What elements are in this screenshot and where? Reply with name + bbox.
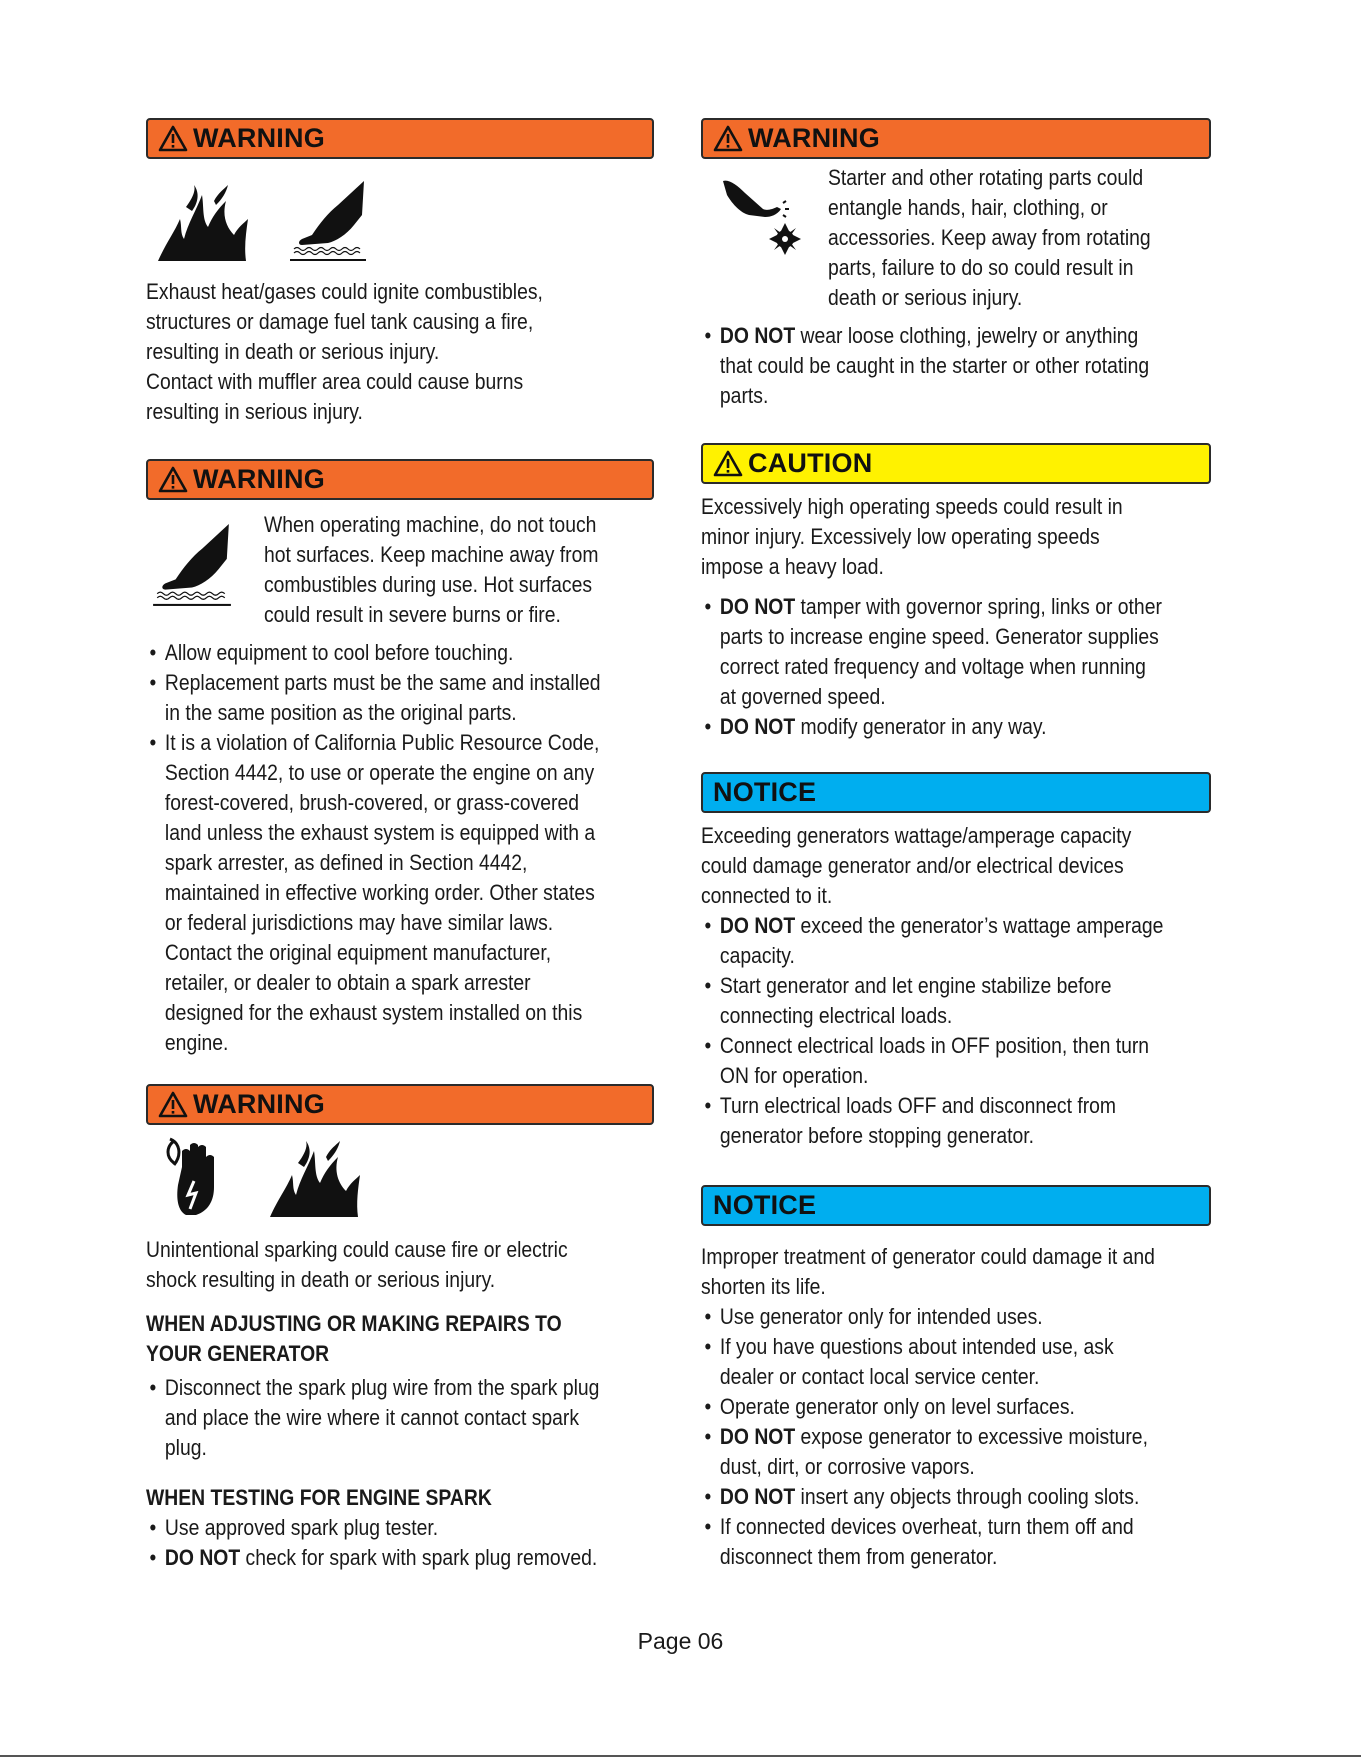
banner-title: WARNING — [193, 1089, 325, 1119]
bullet-list — [701, 321, 1211, 411]
list-item: • Use approved spark plug tester. — [146, 1513, 672, 1543]
right-column — [701, 118, 1211, 1572]
banner-title: NOTICE — [713, 777, 817, 807]
warning-banner — [146, 1084, 654, 1125]
text-line: Contact with muffler area could cause burns — [146, 369, 524, 394]
text-line: Improper treatment of generator could damage it and — [701, 1244, 1155, 1269]
hot-surface-hand-icon — [288, 179, 368, 263]
text-line: Unintentional sparking could cause fire or electric — [146, 1237, 568, 1262]
text-line: structures or damage fuel tank causing a fire, — [146, 309, 534, 334]
bullet-list — [146, 638, 654, 1058]
bullet-list — [146, 1513, 654, 1573]
bullet-list — [701, 911, 1211, 1151]
banner-title: NOTICE — [713, 1190, 817, 1220]
banner-title: WARNING — [193, 464, 325, 494]
list-item: • If connected devices overheat, turn them off and disconnect them from generator. — [701, 1512, 1229, 1572]
notice-banner — [701, 1185, 1211, 1226]
list-item: • DO NOT expose generator to excessive moisture, dust, dirt, or corrosive vapors. — [701, 1422, 1229, 1482]
list-item: • Connect electrical loads in OFF position, then turn ON for operation. — [701, 1031, 1229, 1091]
heading-line: YOUR GENERATOR — [146, 1341, 330, 1366]
left-column — [146, 118, 654, 1573]
hazard-icons — [146, 159, 654, 263]
text-line: parts, failure to do so could result in — [828, 255, 1134, 280]
list-item: • Allow equipment to cool before touching. — [146, 638, 672, 668]
electric-shock-hand-icon — [160, 1137, 224, 1219]
list-item: • Start generator and let engine stabilize before connecting electrical loads. — [701, 971, 1229, 1031]
page-number: Page 06 — [637, 1628, 724, 1654]
notice-banner — [701, 772, 1211, 813]
text-line: could damage generator and/or electrical devices — [701, 853, 1124, 878]
list-item: • Operate generator only on level surfaces. — [701, 1392, 1229, 1422]
list-item: • Replacement parts must be the same and installed in the same position as the original parts. — [146, 668, 672, 728]
list-item: • DO NOT modify generator in any way. — [701, 712, 1229, 742]
text-line: combustibles during use. Hot surfaces — [264, 572, 593, 597]
text-line: shock resulting in death or serious injury. — [146, 1267, 496, 1292]
bullet-list — [146, 1373, 654, 1463]
heading-line: WHEN ADJUSTING OR MAKING REPAIRS TO — [146, 1311, 562, 1336]
text-line: could result in severe burns or fire. — [264, 602, 561, 627]
text-line: death or serious injury. — [828, 285, 1023, 310]
list-item: • DO NOT exceed the generator’s wattage amperage capacity. — [701, 911, 1229, 971]
list-item: • It is a violation of California Public Resource Code, Section 4442, to use or operate the engine on any forest-covered, brush-covered, or grass-covered land unless the exhaust system is equipped with a spark arrester, as defined in Section 4442, maintained in effective working order. Other states or federal jurisdictions may have similar laws. Contact the original equipment manufacturer, retailer, or dealer to obtain a spark arrester designed for the exhaust system installed on this engine. — [146, 728, 672, 1058]
bullet-list — [701, 1302, 1211, 1572]
text-line: accessories. Keep away from rotating — [828, 225, 1151, 250]
text-line: Excessively high operating speeds could result in — [701, 494, 1123, 519]
banner-title: CAUTION — [748, 448, 873, 478]
hazard-icons — [146, 1125, 654, 1219]
hot-surface-hand-icon — [146, 522, 238, 608]
warning-triangle-icon — [158, 1091, 188, 1118]
text-line: entangle hands, hair, clothing, or — [828, 195, 1108, 220]
fire-icon — [156, 183, 250, 263]
rotating-parts-entanglement-icon — [719, 175, 809, 259]
list-item: • DO NOT tamper with governor spring, links or other parts to increase engine speed. Generator supplies correct rated frequency and voltage when running at governed speed. — [701, 592, 1229, 712]
warning-banner — [146, 459, 654, 500]
text-line: Exceeding generators wattage/amperage capacity — [701, 823, 1132, 848]
text-line: Starter and other rotating parts could — [828, 165, 1144, 190]
warning-triangle-icon — [713, 125, 743, 152]
section-heading — [146, 1309, 654, 1369]
text-line: connected to it. — [701, 883, 833, 908]
text-line: Exhaust heat/gases could ignite combustibles, — [146, 279, 543, 304]
list-item: • Use generator only for intended uses. — [701, 1302, 1229, 1332]
text-line: resulting in serious injury. — [146, 399, 363, 424]
text-line: resulting in death or serious injury. — [146, 339, 440, 364]
list-item: • DO NOT check for spark with spark plug removed. — [146, 1543, 672, 1573]
warning-triangle-icon — [713, 450, 743, 477]
warning-banner — [701, 118, 1211, 159]
warning-triangle-icon — [158, 125, 188, 152]
list-item: • DO NOT wear loose clothing, jewelry or anything that could be caught in the starter or other rotating parts. — [701, 321, 1229, 411]
text-line: When operating machine, do not touch — [264, 512, 597, 537]
text-line: shorten its life. — [701, 1274, 826, 1299]
list-item: • Disconnect the spark plug wire from the spark plug and place the wire where it cannot contact spark plug. — [146, 1373, 672, 1463]
section-heading: WHEN TESTING FOR ENGINE SPARK — [146, 1485, 492, 1510]
warning-banner — [146, 118, 654, 159]
footer-divider — [0, 1755, 1361, 1757]
list-item: • DO NOT insert any objects through cooling slots. — [701, 1482, 1229, 1512]
text-line: hot surfaces. Keep machine away from — [264, 542, 599, 567]
fire-icon — [268, 1139, 362, 1219]
banner-title: WARNING — [193, 123, 325, 153]
text-line: impose a heavy load. — [701, 554, 884, 579]
bullet-list — [701, 592, 1211, 742]
list-item: • If you have questions about intended use, ask dealer or contact local service center. — [701, 1332, 1229, 1392]
banner-title: WARNING — [748, 123, 880, 153]
text-line: minor injury. Excessively low operating speeds — [701, 524, 1100, 549]
warning-triangle-icon — [158, 466, 188, 493]
list-item: • Turn electrical loads OFF and disconnect from generator before stopping generator. — [701, 1091, 1229, 1151]
caution-banner — [701, 443, 1211, 484]
